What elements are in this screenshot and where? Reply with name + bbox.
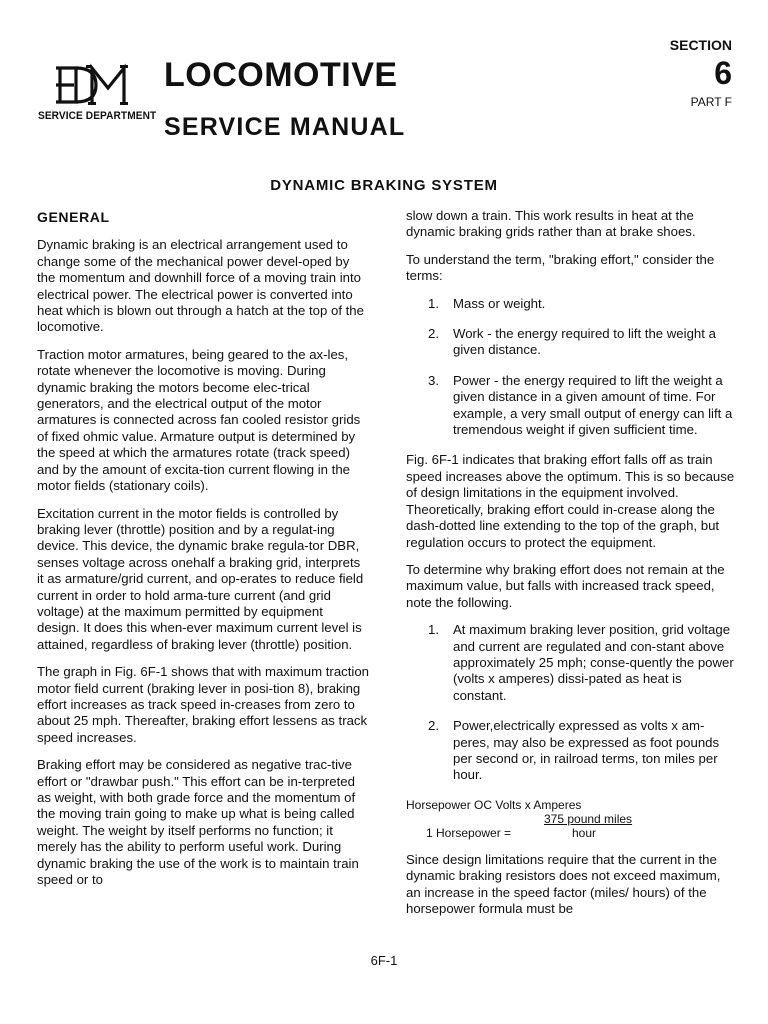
section-label: SECTION [669, 37, 732, 53]
title-locomotive: LOCOMOTIVE [164, 56, 398, 94]
list-item [406, 326, 736, 359]
list-number: 2. [428, 718, 439, 734]
formula-denominator: hour [572, 825, 597, 840]
paragraph: Traction motor armatures, being geared to the ax-les, rotate whenever the locomotive is moving. During dynamic braking the motors become elec-trical generators, and the electrical output of the motor armatures is connected across fan cooled resistor grids of fixed ohmic value. Armature output is determined by the speed at which the armatures rotate (track speed) and by the amount of excita-tion current flowing in the motor fields (stationary coils). [37, 346, 361, 494]
right-column [406, 208, 736, 928]
reasons-list [406, 622, 736, 784]
paragraph: To understand the term, "braking effort," consider the terms: [406, 251, 715, 284]
paragraph: The graph in Fig. 6F-1 shows that with maximum traction motor field current (braking lever in posi-tion 8), braking effort increases as track speed in-creases from zero to about 25 mph. Thereafter, braking effort lessens as track speed increases. [37, 664, 370, 745]
list-text: Mass or weight. [453, 295, 546, 311]
list-item [406, 718, 736, 784]
paragraph: slow down a train. This work results in heat at the dynamic braking grids rather than at brake shoes. [406, 208, 696, 240]
formula-label: 1 Horsepower = [426, 825, 512, 840]
paragraph: Braking effort may be considered as negative trac-tive effort or "drawbar push." This effort can be in-terpreted as weight, with both grade force and the momentum of the moving train going to make up what is being called weight. The weight by itself performs no function; it merely has the ability to perform useful work. During dynamic braking the use of the work is to maintain train speed or to [37, 757, 359, 888]
emd-logo [38, 62, 157, 122]
list-item [406, 373, 736, 439]
subheading-general: GENERAL [37, 209, 110, 225]
list-number: 1. [428, 295, 439, 311]
emd-logo-mark [52, 62, 130, 108]
document-heading: DYNAMIC BRAKING SYSTEM [270, 177, 498, 194]
list-number: 1. [428, 622, 439, 638]
paragraph: Excitation current in the motor fields is controlled by braking lever (throttle) position and by a regulat-ing device. This device, the dynamic brake regula-tor DBR, senses voltage across onehalf a braking grid, interprets it as armature/grid current, and op-erates to reduce field current in order to hold arma-ture current (and grid voltage) at the maximum permitted by equipment design. It does this when-ever maximum current level is attained, regardless of braking lever (throttle) position. [37, 505, 364, 652]
formula-line1: Horsepower OC Volts x Amperes [406, 797, 582, 812]
list-number: 2. [428, 326, 439, 342]
formula-numerator: 375 pound miles [544, 811, 633, 826]
left-column [37, 206, 369, 899]
list-number: 3. [428, 372, 439, 388]
service-department-label: SERVICE DEPARTMENT [38, 110, 157, 122]
terms-list [406, 296, 736, 439]
list-text: Power,electrically expressed as volts x am-peres, may also be expressed as foot pounds per second or, in railroad terms, ton miles per hour. [453, 718, 720, 783]
list-item [406, 296, 736, 312]
paragraph: Fig. 6F-1 indicates that braking effort falls off as train speed increases above the optimum. This is so because of design limitations in the equipment involved. Theoretically, braking effort could in-crease along the dash-dotted line extending to the top of the graph, but regulation occurs to protect the equipment. [406, 452, 735, 550]
section-block [670, 37, 732, 109]
list-item [406, 622, 736, 704]
title-service-manual: SERVICE MANUAL [164, 113, 406, 141]
paragraph: Since design limitations require that the current in the dynamic braking resistors does not exceed maximum, an increase in the speed factor (miles/ hours) of the horsepower formula must be [406, 851, 721, 916]
section-number: 6 [714, 55, 732, 91]
list-text: Power - the energy required to lift the weight a given distance in a given amount of time. For example, a very small output of energy can lift a tremendous weight if given sufficient time. [453, 372, 733, 438]
list-text: Work - the energy required to lift the weight a given distance. [453, 326, 716, 358]
list-text: At maximum braking lever position, grid voltage and current are regulated and con-stant above approximately 25 mph; conse-quently the power (volts x amperes) dissi-pated as heat is constant. [453, 622, 734, 703]
page-number: 6F-1 [370, 953, 398, 968]
horsepower-formula [406, 798, 736, 840]
part-label: PART F [690, 95, 732, 109]
paragraph: Dynamic braking is an electrical arrangement used to change some of the mechanical power devel-oped by the momentum and downhill force of a moving train into electrical power. The electrical power is converted into heat which is blown out through a hatch at the top of the locomotive. [37, 237, 364, 335]
formula-fraction [406, 812, 736, 840]
paragraph: To determine why braking effort does not remain at the maximum value, but falls with increased track speed, note the following. [406, 561, 725, 610]
